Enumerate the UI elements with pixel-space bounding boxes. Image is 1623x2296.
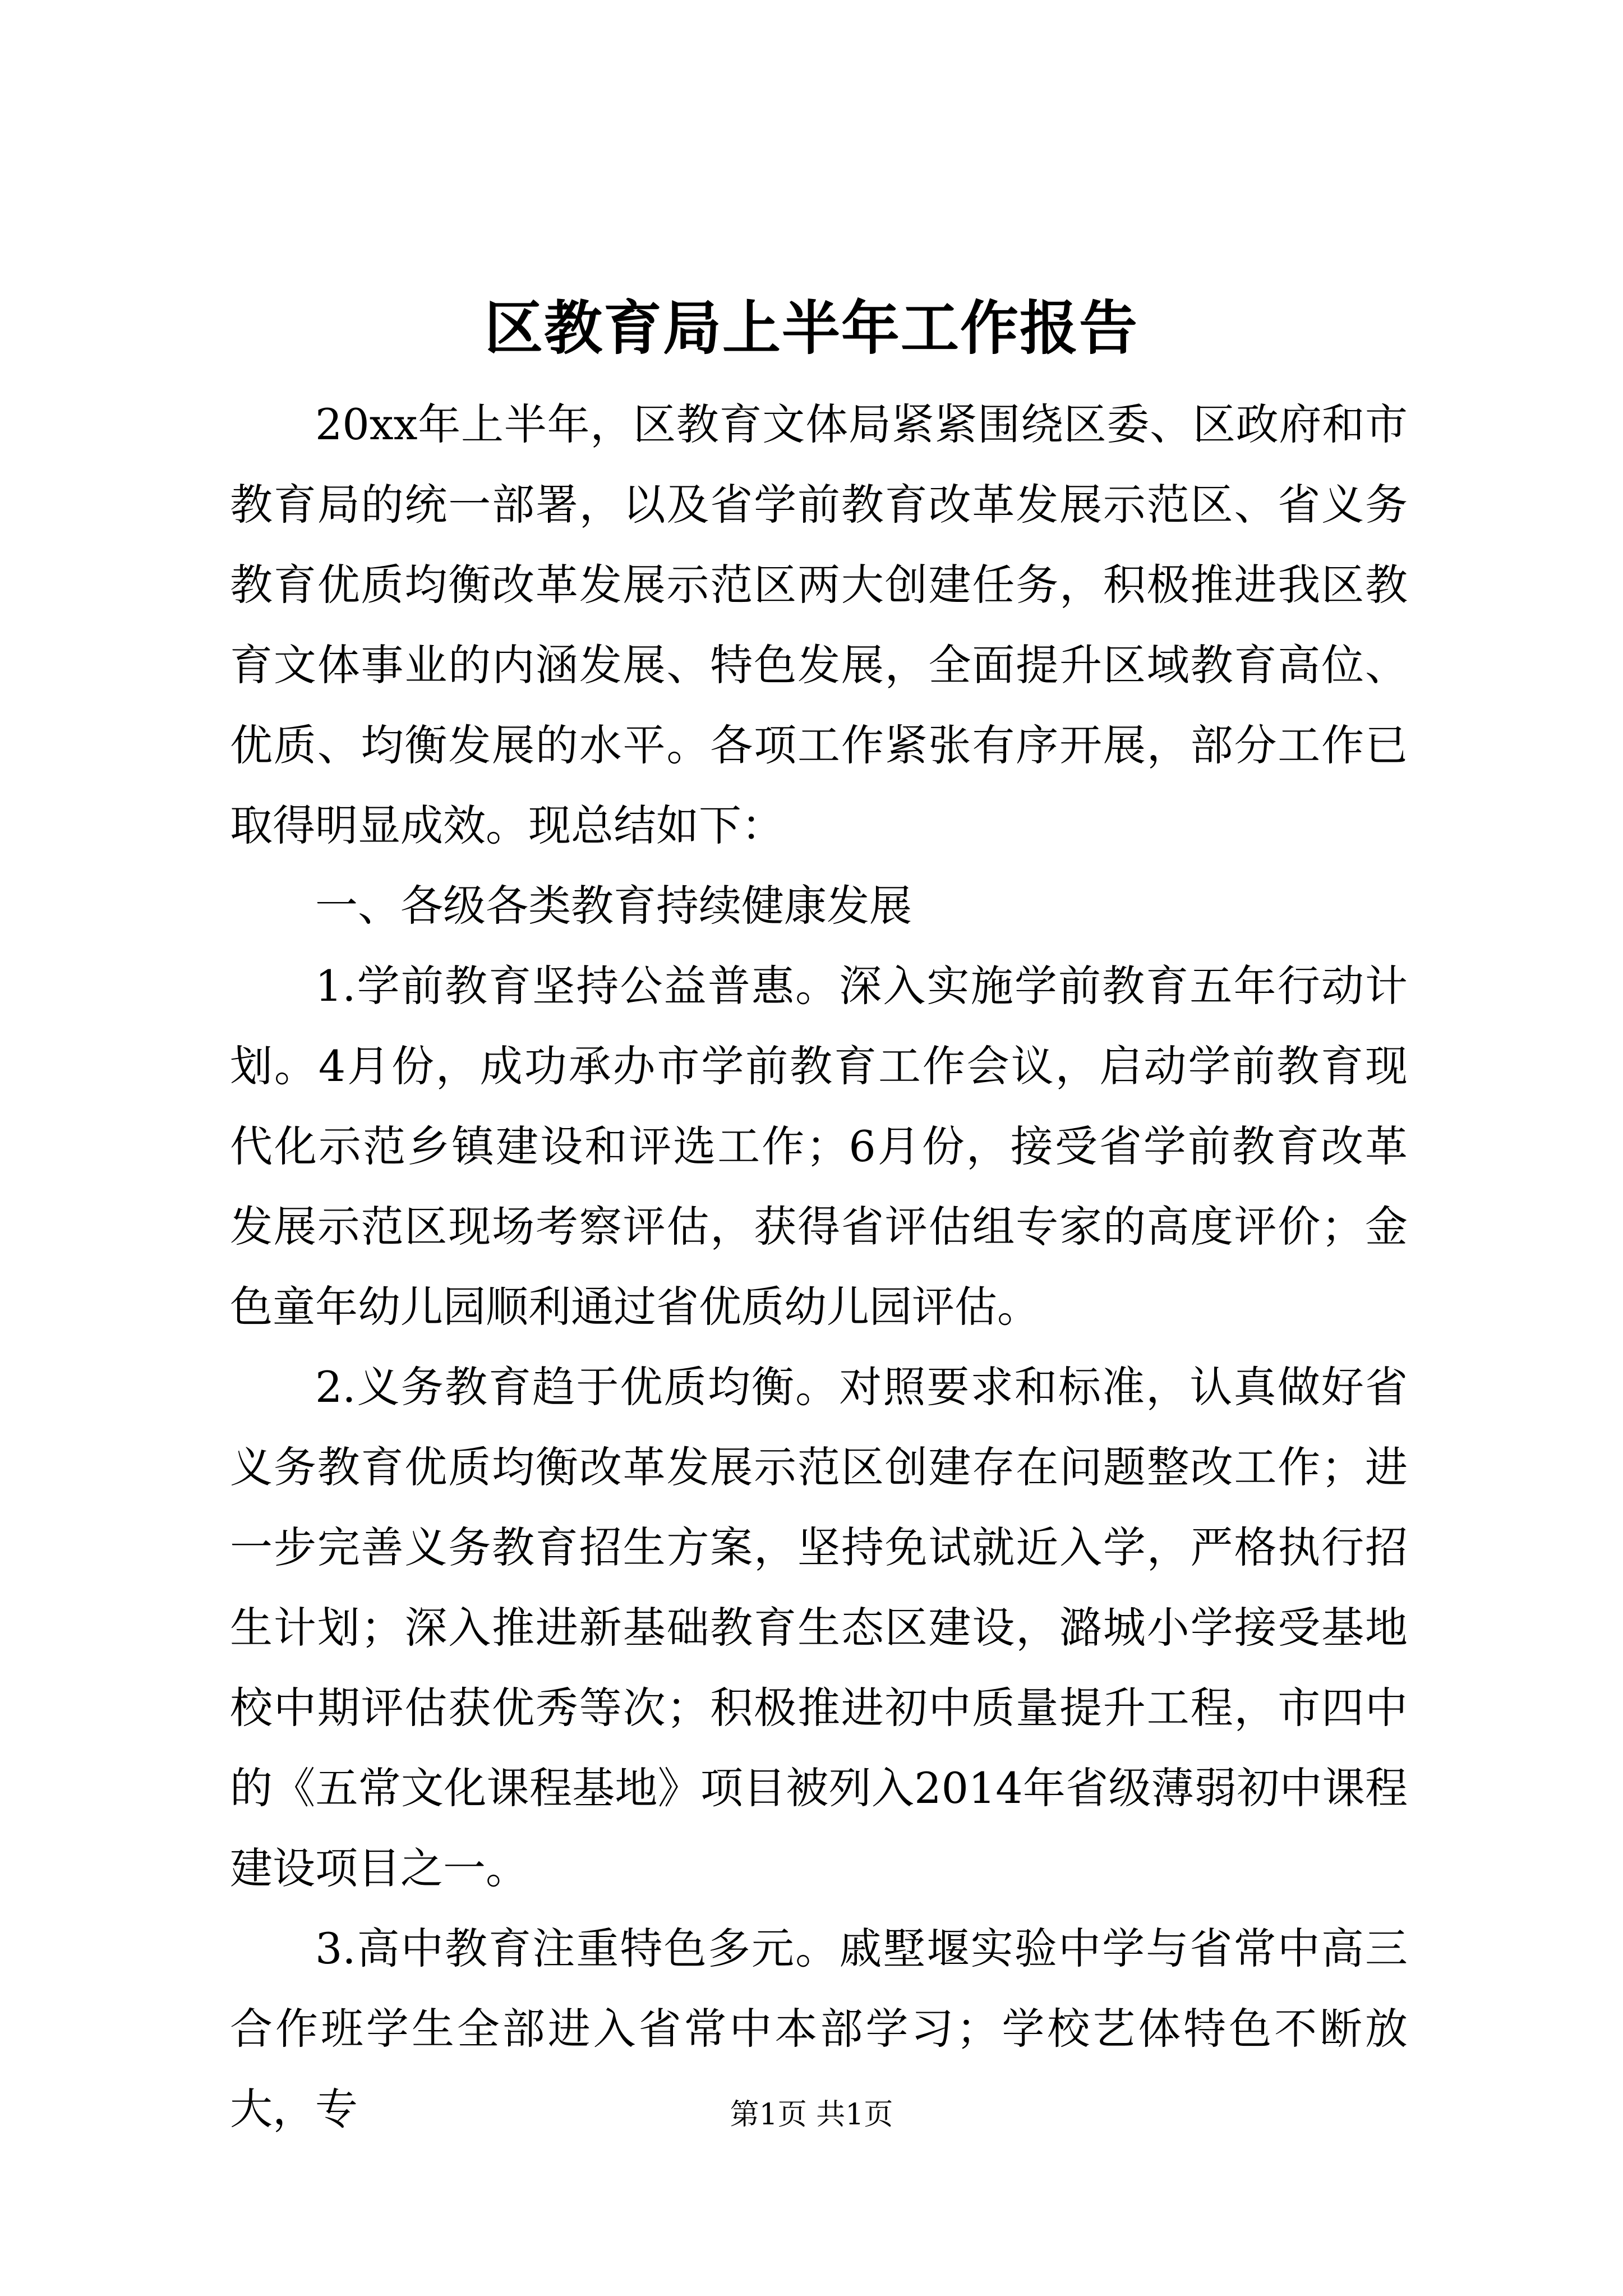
document-title: 区教育局上半年工作报告 bbox=[484, 293, 1138, 362]
document-body bbox=[230, 384, 1408, 2149]
body-paragraph-highschool: 3.高中教育注重特色多元。戚墅堰实验中学与省常中高三合作班学生全部进入省常中本部学习；学校艺体特色不断放大，专 bbox=[230, 1924, 1408, 2134]
body-paragraph-compulsory: 2.义务教育趋于优质均衡。对照要求和标准，认真做好省义务教育优质均衡改革发展示范区创建存在问题整改工作；进一步完善义务教育招生方案，坚持免试就近入学，严格执行招生计划；深入推进新基础教育生态区建设，潞城小学接受基地校中期评估获优秀等次；积极推进初中质量提升工程，市四中的《五常文化课程基地》项目被列入2014年省级薄弱初中课程建设项目之一。 bbox=[230, 1362, 1408, 1893]
body-paragraph-preschool: 1.学前教育坚持公益普惠。深入实施学前教育五年行动计划。4月份，成功承办市学前教育工作会议，启动学前教育现代化示范乡镇建设和评选工作；6月份，接受省学前教育改革发展示范区现场考察评估，获得省评估组专家的高度评价；金色童年幼儿园顺利通过省优质幼儿园评估。 bbox=[230, 961, 1408, 1332]
section-heading: 一、各级各类教育持续健康发展 bbox=[315, 881, 912, 931]
intro-paragraph: 20xx年上半年，区教育文体局紧紧围绕区委、区政府和市教育局的统一部署，以及省学前教育改革发展示范区、省义务教育优质均衡改革发展示范区两大创建任务，积极推进我区教育文体事业的内涵发展、特色发展，全面提升区域教育高位、优质、均衡发展的水平。各项工作紧张有序开展，部分工作已取得明显成效。现总结如下： bbox=[230, 399, 1408, 850]
page-number-footer: 第1页 共1页 bbox=[730, 2098, 893, 2132]
